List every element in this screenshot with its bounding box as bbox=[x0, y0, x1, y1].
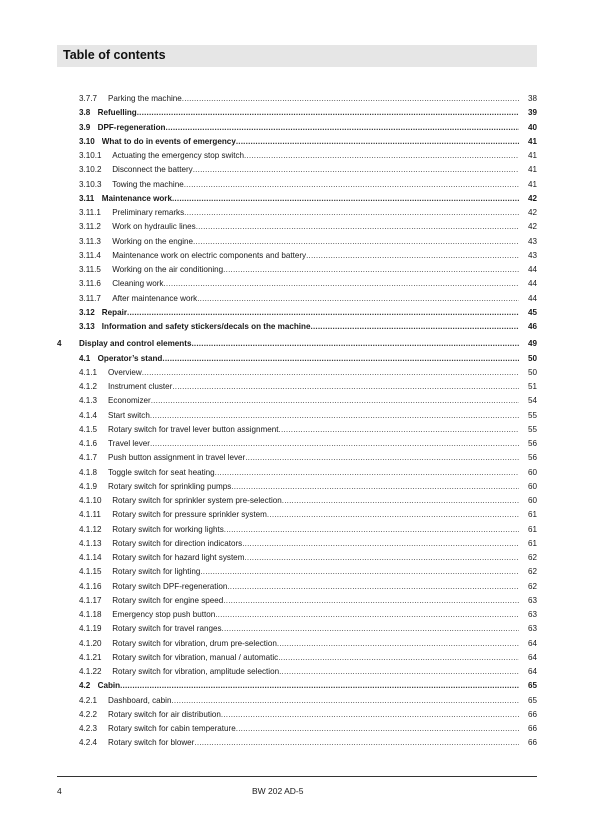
toc-entry-title: Emergency stop push button bbox=[112, 610, 216, 619]
toc-entry[interactable] bbox=[57, 622, 537, 636]
toc-entry-number: 4.2.3 bbox=[79, 724, 98, 733]
toc-entry-page: 39 bbox=[527, 108, 537, 118]
toc-entry-number: 3.10.2 bbox=[79, 165, 102, 175]
toc-entry-page: 61 bbox=[527, 510, 537, 520]
toc-leader-dots bbox=[162, 352, 519, 366]
toc-entry-title: Towing the machine bbox=[112, 179, 184, 189]
toc-entry-number: 4.1.22 bbox=[79, 667, 102, 676]
toc-leader-dots bbox=[282, 494, 519, 508]
toc-entry-title-line bbox=[112, 178, 519, 192]
toc-entry-title-line bbox=[112, 537, 519, 551]
toc-leader-dots bbox=[163, 277, 519, 291]
toc-entry-title: Rotary switch DPF-regeneration bbox=[112, 581, 228, 591]
toc-leader-dots bbox=[150, 409, 519, 423]
footer-page-number: 4 bbox=[57, 786, 62, 796]
toc-entry-number: 4.1.20 bbox=[79, 638, 102, 648]
toc-entry[interactable] bbox=[57, 235, 537, 249]
toc-entry-page: 44 bbox=[527, 265, 537, 274]
toc-entry-title: Disconnect the battery bbox=[112, 165, 193, 175]
toc-entry-title-line bbox=[108, 480, 519, 494]
toc-entry-page: 41 bbox=[527, 151, 537, 160]
toc-leader-dots bbox=[120, 679, 519, 693]
toc-entry-title: Economizer bbox=[108, 396, 151, 406]
toc-entry-number: 4.2.4 bbox=[79, 738, 98, 748]
toc-entry[interactable] bbox=[57, 92, 537, 106]
toc-entry-number: 4.1.4 bbox=[79, 410, 98, 420]
toc-entry[interactable] bbox=[57, 249, 537, 263]
toc-entry[interactable] bbox=[57, 451, 537, 465]
toc-entry-page: 54 bbox=[527, 396, 537, 406]
toc-entry-title: Rotary switch for sprinkler system pre-selection bbox=[112, 496, 282, 505]
toc-entry-title: Toggle switch for seat heating bbox=[108, 467, 215, 477]
toc-entry-number: 3.10.3 bbox=[79, 179, 102, 189]
toc-entry-page: 63 bbox=[527, 610, 537, 619]
toc-entry-number: 3.11 bbox=[79, 193, 95, 203]
toc-entry[interactable] bbox=[57, 665, 537, 679]
toc-entry-title-line bbox=[112, 220, 519, 234]
toc-leader-dots bbox=[311, 320, 520, 334]
toc-entry-title: Cabin bbox=[97, 681, 121, 691]
toc-leader-dots bbox=[184, 178, 519, 192]
toc-entry-number: 4.1.2 bbox=[79, 382, 98, 391]
toc-entry[interactable] bbox=[57, 306, 537, 320]
toc-entry-title-line bbox=[108, 423, 519, 437]
toc-leader-dots bbox=[197, 292, 519, 306]
toc-entry-title-line bbox=[108, 92, 519, 106]
toc-leader-dots bbox=[171, 694, 519, 708]
toc-entry-number: 3.11.5 bbox=[79, 265, 101, 274]
toc-entry-number: 3.11.6 bbox=[79, 279, 101, 289]
toc-entry-title-line bbox=[112, 622, 519, 636]
toc-entry-title: Information and safety stickers/decals on the machine bbox=[101, 322, 311, 331]
toc-entry-number: 4.2.1 bbox=[79, 695, 98, 705]
toc-entry-page: 60 bbox=[527, 467, 537, 477]
toc-entry-number: 4.1.15 bbox=[79, 567, 102, 577]
toc-entry-title: Rotary switch for blower bbox=[108, 738, 195, 748]
toc-entry-title-line bbox=[108, 409, 519, 423]
toc-entry-page: 62 bbox=[527, 567, 537, 577]
toc-entry-page: 61 bbox=[527, 538, 537, 548]
toc-entry-title-line bbox=[108, 466, 519, 480]
toc-entry-title-line bbox=[112, 608, 519, 622]
toc-entry-page: 66 bbox=[527, 738, 537, 748]
toc-entry-number: 4.1.16 bbox=[79, 581, 102, 591]
toc-leader-dots bbox=[172, 192, 519, 206]
toc-entry[interactable] bbox=[57, 320, 537, 334]
toc-entry-title-line bbox=[112, 665, 519, 679]
toc-entry[interactable] bbox=[57, 192, 537, 206]
table-of-contents bbox=[57, 92, 537, 751]
toc-entry[interactable] bbox=[57, 508, 537, 522]
toc-entry-number: 4.2 bbox=[79, 681, 91, 691]
toc-leader-dots bbox=[151, 394, 519, 408]
toc-leader-dots bbox=[223, 263, 519, 277]
toc-entry-title: Rotary switch for working lights bbox=[112, 524, 224, 534]
toc-entry-number: 4.1.11 bbox=[79, 510, 101, 520]
toc-entry-title: Working on the engine bbox=[112, 236, 194, 246]
toc-entry-page: 49 bbox=[527, 339, 537, 349]
toc-entry-page: 56 bbox=[527, 439, 537, 448]
toc-entry-title-line bbox=[79, 337, 519, 351]
toc-entry-title-line bbox=[112, 277, 519, 291]
toc-entry[interactable] bbox=[57, 679, 537, 693]
toc-entry-page: 41 bbox=[527, 179, 537, 189]
toc-entry-title-line bbox=[102, 192, 519, 206]
toc-entry-number: 4.1 bbox=[79, 353, 91, 363]
toc-entry[interactable] bbox=[57, 409, 537, 423]
toc-entry-number: 4.1.14 bbox=[79, 553, 102, 562]
toc-entry-page: 51 bbox=[527, 382, 537, 391]
toc-entry-page: 44 bbox=[527, 293, 537, 303]
toc-entry-title-line bbox=[112, 263, 519, 277]
toc-entry-title: Rotary switch for pressure sprinkler system bbox=[112, 510, 267, 520]
toc-entry[interactable] bbox=[57, 694, 537, 708]
toc-entry[interactable] bbox=[57, 121, 537, 135]
toc-entry-title-line bbox=[112, 651, 519, 665]
toc-entry-number: 4.2.2 bbox=[79, 709, 98, 719]
toc-entry-page: 65 bbox=[527, 681, 537, 691]
section-header-bar bbox=[57, 45, 537, 67]
toc-entry-page: 66 bbox=[527, 709, 537, 719]
toc-entry-page: 55 bbox=[527, 424, 537, 434]
toc-leader-dots bbox=[221, 708, 519, 722]
toc-entry-title: Rotary switch for travel ranges bbox=[112, 624, 222, 634]
toc-entry-title-line bbox=[108, 708, 519, 722]
toc-entry-title: Rotary switch for hazard light system bbox=[112, 553, 245, 562]
toc-entry[interactable] bbox=[57, 466, 537, 480]
toc-entry-number: 3.11.7 bbox=[79, 293, 101, 303]
toc-entry[interactable] bbox=[57, 380, 537, 394]
toc-leader-dots bbox=[279, 665, 519, 679]
toc-entry[interactable] bbox=[57, 523, 537, 537]
toc-leader-dots bbox=[150, 437, 519, 451]
toc-entry[interactable] bbox=[57, 163, 537, 177]
toc-entry-title: Start switch bbox=[108, 410, 150, 420]
toc-entry-number: 3.12 bbox=[79, 307, 95, 317]
page-title: Table of contents bbox=[63, 48, 166, 62]
toc-entry-page: 42 bbox=[527, 193, 537, 203]
toc-leader-dots bbox=[193, 163, 519, 177]
toc-leader-dots bbox=[267, 508, 519, 522]
toc-entry-title-line bbox=[108, 722, 519, 736]
toc-entry-title: Display and control elements bbox=[79, 339, 192, 349]
toc-leader-dots bbox=[242, 537, 519, 551]
toc-entry-number: 4.1.9 bbox=[79, 481, 98, 491]
toc-entry-number: 3.7.7 bbox=[79, 94, 98, 103]
toc-leader-dots bbox=[137, 106, 519, 120]
toc-entry-number: 4 bbox=[57, 339, 62, 349]
toc-entry-title-line bbox=[112, 637, 519, 651]
toc-entry-title-line bbox=[112, 292, 519, 306]
toc-entry-title-line bbox=[112, 149, 519, 163]
toc-entry[interactable] bbox=[57, 263, 537, 277]
toc-entry-page: 64 bbox=[527, 652, 537, 662]
toc-entry-page: 62 bbox=[527, 581, 537, 591]
toc-entry-page: 42 bbox=[527, 208, 537, 217]
toc-entry-title: Maintenance work bbox=[101, 193, 172, 203]
toc-entry[interactable] bbox=[57, 423, 537, 437]
toc-entry-number: 4.1.8 bbox=[79, 467, 98, 477]
toc-entry[interactable] bbox=[57, 178, 537, 192]
toc-entry-title: Maintenance work on electric components and battery bbox=[112, 250, 307, 260]
toc-entry-title-line bbox=[98, 352, 519, 366]
toc-entry-page: 63 bbox=[527, 624, 537, 634]
toc-leader-dots bbox=[142, 366, 519, 380]
toc-leader-dots bbox=[200, 565, 519, 579]
toc-entry-number: 4.1.3 bbox=[79, 396, 98, 406]
toc-entry-number: 4.1.1 bbox=[79, 367, 98, 377]
toc-entry-title-line bbox=[108, 394, 519, 408]
toc-entry-title-line bbox=[112, 565, 519, 579]
toc-entry-title-line bbox=[112, 523, 519, 537]
toc-leader-dots bbox=[278, 651, 519, 665]
toc-entry-page: 50 bbox=[527, 367, 537, 377]
toc-entry-page: 60 bbox=[527, 481, 537, 491]
toc-entry-title: Rotary switch for vibration, manual / automatic bbox=[112, 652, 279, 662]
toc-entry[interactable] bbox=[57, 651, 537, 665]
toc-leader-dots bbox=[279, 423, 520, 437]
toc-entry-page: 55 bbox=[527, 410, 537, 420]
toc-entry-title-line bbox=[102, 306, 519, 320]
toc-entry-number: 3.11.3 bbox=[79, 236, 101, 246]
toc-entry-title: Preliminary remarks bbox=[112, 208, 185, 217]
toc-entry-title: Actuating the emergency stop switch bbox=[112, 151, 245, 160]
toc-entry-number: 4.1.10 bbox=[79, 496, 102, 505]
toc-leader-dots bbox=[191, 337, 519, 351]
toc-entry[interactable] bbox=[57, 206, 537, 220]
toc-entry-number: 4.1.19 bbox=[79, 624, 102, 634]
toc-entry-title-line bbox=[108, 451, 519, 465]
toc-entry-page: 61 bbox=[527, 524, 537, 534]
toc-entry[interactable] bbox=[57, 537, 537, 551]
toc-entry-title: Dashboard, cabin bbox=[108, 695, 172, 705]
toc-entry-title: Parking the machine bbox=[108, 94, 182, 103]
toc-entry-number: 3.11.2 bbox=[79, 222, 101, 232]
toc-entry-number: 4.1.12 bbox=[79, 524, 102, 534]
toc-entry-title-line bbox=[112, 508, 519, 522]
toc-entry-title: Rotary switch for air distribution bbox=[108, 709, 221, 719]
toc-entry[interactable] bbox=[57, 722, 537, 736]
toc-entry-title: Rotary switch for lighting bbox=[112, 567, 201, 577]
toc-entry[interactable] bbox=[57, 135, 537, 149]
toc-entry-title: Overview bbox=[108, 367, 142, 377]
toc-entry-title-line bbox=[108, 694, 519, 708]
toc-entry[interactable] bbox=[57, 352, 537, 366]
toc-entry[interactable] bbox=[57, 337, 537, 351]
toc-entry-title-line bbox=[112, 494, 519, 508]
toc-entry[interactable] bbox=[57, 220, 537, 234]
toc-entry[interactable] bbox=[57, 594, 537, 608]
toc-entry-title: Working on the air conditioning bbox=[112, 265, 224, 274]
toc-leader-dots bbox=[231, 480, 519, 494]
toc-entry-number: 3.13 bbox=[79, 322, 95, 331]
toc-leader-dots bbox=[236, 135, 519, 149]
toc-leader-dots bbox=[244, 149, 519, 163]
toc-entry-number: 4.1.6 bbox=[79, 439, 98, 448]
toc-entry-number: 4.1.18 bbox=[79, 610, 102, 619]
toc-entry-title: Rotary switch for travel lever button assignment bbox=[108, 424, 279, 434]
toc-entry-title-line bbox=[102, 135, 519, 149]
toc-entry-number: 4.1.7 bbox=[79, 453, 98, 463]
toc-entry-title-line bbox=[112, 206, 519, 220]
toc-entry-title-line bbox=[112, 580, 519, 594]
toc-entry-page: 60 bbox=[527, 496, 537, 505]
toc-entry[interactable] bbox=[57, 736, 537, 750]
toc-entry[interactable] bbox=[57, 494, 537, 508]
toc-entry[interactable] bbox=[57, 708, 537, 722]
toc-entry[interactable] bbox=[57, 565, 537, 579]
toc-entry-number: 4.1.5 bbox=[79, 424, 98, 434]
toc-entry-title: DPF-regeneration bbox=[97, 122, 166, 132]
toc-entry-page: 66 bbox=[527, 724, 537, 733]
toc-entry-title-line bbox=[108, 380, 519, 394]
toc-entry-page: 56 bbox=[527, 453, 537, 463]
toc-entry-page: 63 bbox=[527, 595, 537, 605]
toc-entry-page: 64 bbox=[527, 638, 537, 648]
toc-entry-title-line bbox=[102, 320, 519, 334]
toc-leader-dots bbox=[196, 220, 519, 234]
toc-entry-title: Cleaning work bbox=[112, 279, 164, 289]
footer-model-name: BW 202 AD-5 bbox=[252, 786, 304, 796]
toc-entry[interactable] bbox=[57, 480, 537, 494]
toc-entry[interactable] bbox=[57, 551, 537, 565]
toc-leader-dots bbox=[172, 380, 519, 394]
toc-entry-title-line bbox=[108, 366, 519, 380]
toc-entry-number: 4.1.13 bbox=[79, 538, 102, 548]
toc-entry-page: 46 bbox=[527, 322, 537, 331]
toc-entry-title: Work on hydraulic lines bbox=[112, 222, 196, 232]
toc-leader-dots bbox=[224, 523, 519, 537]
toc-entry-number: 3.11.1 bbox=[79, 208, 101, 217]
toc-entry-title-line bbox=[112, 594, 519, 608]
toc-entry-title: Repair bbox=[101, 307, 127, 317]
toc-leader-dots bbox=[244, 551, 519, 565]
toc-entry-title-line bbox=[112, 551, 519, 565]
toc-entry[interactable] bbox=[57, 437, 537, 451]
toc-entry-title: After maintenance work bbox=[112, 293, 198, 303]
toc-leader-dots bbox=[277, 637, 519, 651]
toc-entry-page: 38 bbox=[527, 94, 537, 103]
toc-entry-title: Rotary switch for sprinkling pumps bbox=[108, 481, 232, 491]
toc-leader-dots bbox=[182, 92, 519, 106]
toc-entry[interactable] bbox=[57, 366, 537, 380]
toc-entry[interactable] bbox=[57, 608, 537, 622]
toc-entry-number: 3.11.4 bbox=[79, 250, 101, 260]
toc-entry-page: 62 bbox=[527, 553, 537, 562]
toc-leader-dots bbox=[193, 235, 519, 249]
toc-leader-dots bbox=[127, 306, 519, 320]
toc-entry[interactable] bbox=[57, 292, 537, 306]
toc-entry-number: 3.10 bbox=[79, 136, 95, 146]
toc-entry-title: Operator’s stand bbox=[97, 353, 163, 363]
toc-entry[interactable] bbox=[57, 277, 537, 291]
toc-entry[interactable] bbox=[57, 394, 537, 408]
toc-entry-page: 41 bbox=[527, 165, 537, 175]
toc-entry-number: 3.9 bbox=[79, 122, 91, 132]
toc-entry-page: 64 bbox=[527, 667, 537, 676]
toc-leader-dots bbox=[222, 622, 520, 636]
toc-entry-page: 50 bbox=[527, 353, 537, 363]
toc-leader-dots bbox=[306, 249, 519, 263]
toc-entry-title: Rotary switch for direction indicators bbox=[112, 538, 243, 548]
toc-entry[interactable] bbox=[57, 580, 537, 594]
toc-entry-title: Rotary switch for engine speed bbox=[112, 595, 224, 605]
toc-entry-title: Push button assignment in travel lever bbox=[108, 453, 246, 463]
toc-leader-dots bbox=[227, 580, 519, 594]
toc-entry-title-line bbox=[112, 235, 519, 249]
toc-entry[interactable] bbox=[57, 637, 537, 651]
toc-entry-number: 4.1.21 bbox=[79, 652, 102, 662]
toc-leader-dots bbox=[223, 594, 519, 608]
toc-entry[interactable] bbox=[57, 106, 537, 120]
toc-leader-dots bbox=[215, 608, 519, 622]
toc-leader-dots bbox=[166, 121, 519, 135]
toc-entry-title: Rotary switch for vibration, drum pre-selection bbox=[112, 638, 277, 648]
toc-entry-title: Rotary switch for cabin temperature bbox=[108, 724, 236, 733]
toc-entry-title: Rotary switch for vibration, amplitude selection bbox=[112, 667, 280, 676]
toc-entry-page: 45 bbox=[527, 307, 537, 317]
toc-entry-title-line bbox=[112, 249, 519, 263]
toc-entry-title: Refuelling bbox=[97, 108, 137, 118]
toc-entry-number: 3.8 bbox=[79, 108, 91, 118]
toc-entry-page: 41 bbox=[527, 136, 537, 146]
toc-entry[interactable] bbox=[57, 149, 537, 163]
toc-entry-title-line bbox=[112, 163, 519, 177]
toc-entry-title: Travel lever bbox=[108, 439, 150, 448]
toc-entry-page: 43 bbox=[527, 236, 537, 246]
toc-leader-dots bbox=[194, 736, 519, 750]
toc-entry-title-line bbox=[108, 736, 519, 750]
toc-entry-number: 3.10.1 bbox=[79, 151, 102, 160]
toc-entry-title: Instrument cluster bbox=[108, 382, 173, 391]
toc-entry-page: 43 bbox=[527, 250, 537, 260]
footer-divider bbox=[57, 776, 537, 777]
toc-leader-dots bbox=[245, 451, 519, 465]
toc-entry-number: 4.1.17 bbox=[79, 595, 102, 605]
toc-entry-page: 65 bbox=[527, 695, 537, 705]
toc-leader-dots bbox=[236, 722, 519, 736]
toc-leader-dots bbox=[215, 466, 519, 480]
toc-entry-page: 44 bbox=[527, 279, 537, 289]
toc-entry-page: 42 bbox=[527, 222, 537, 232]
toc-leader-dots bbox=[184, 206, 519, 220]
toc-entry-title: What to do in events of emergency bbox=[101, 136, 236, 146]
toc-entry-title-line bbox=[108, 437, 519, 451]
toc-entry-title-line bbox=[98, 121, 519, 135]
toc-entry-title-line bbox=[98, 106, 519, 120]
toc-entry-page: 40 bbox=[527, 122, 537, 132]
toc-entry-title-line bbox=[98, 679, 519, 693]
